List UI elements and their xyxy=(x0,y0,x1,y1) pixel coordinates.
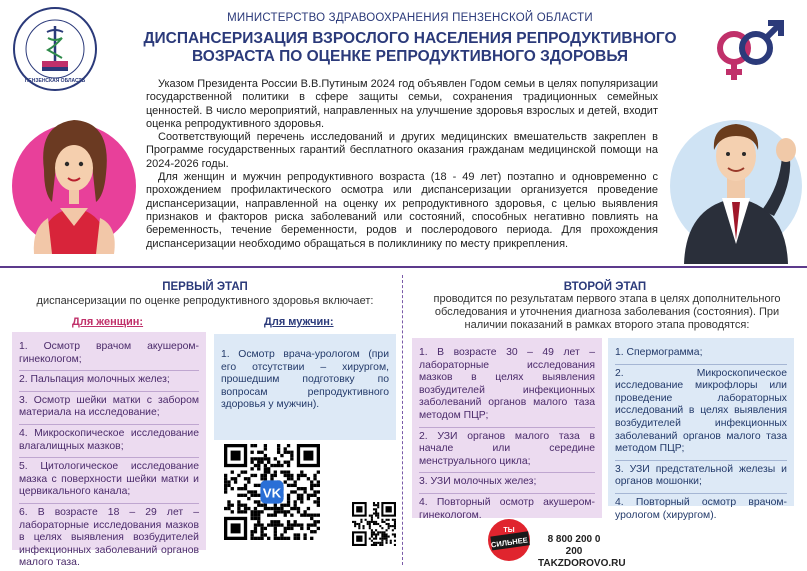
stage2-title: ВТОРОЙ ЭТАП xyxy=(563,281,647,293)
list-item: 2. Пальпация молочных желез; xyxy=(19,371,199,392)
stage-divider xyxy=(402,275,403,565)
list-item: 4. Микроскопическое исследование влагалищных мазков; xyxy=(19,425,199,458)
qr-code[interactable] xyxy=(352,502,396,546)
hotline-phone[interactable]: 8 800 200 0 200 xyxy=(547,534,601,557)
stage1-subtitle: диспансеризации по оценке репродуктивного здоровья включает: xyxy=(36,295,374,307)
hotline-site[interactable]: TAKZDOROVO.RU xyxy=(538,558,626,569)
intro-paragraph-2: Соответствующий перечень исследований и других медицинских вмешательств закреплен в Программе государственных гарантий бесплатного оказания гражданам медицинской помощи на 2024-2026 годы. xyxy=(146,131,658,170)
title-line-2: ВОЗРАСТА ПО ОЦЕНКЕ РЕПРОДУКТИВНОГО ЗДОРОВЬЯ xyxy=(191,48,629,65)
section-divider xyxy=(0,266,807,268)
svg-text:ПЕНЗЕНСКАЯ ОБЛАСТЬ: ПЕНЗЕНСКАЯ ОБЛАСТЬ xyxy=(24,78,86,84)
list-item: 4. Повторный осмотр врачом-урологом (хирургом). xyxy=(615,496,787,521)
stage1-women-list xyxy=(12,332,206,569)
ministry-name: МИНИСТЕРСТВО ЗДРАВООХРАНЕНИЯ ПЕНЗЕНСКОЙ ОБЛАСТИ xyxy=(227,12,593,24)
hotline-info xyxy=(538,534,626,570)
man-illustration xyxy=(664,94,804,264)
list-item: 4. Повторный осмотр акушером-гинекологом. xyxy=(419,496,595,521)
men-heading: Для мужчин: xyxy=(264,316,334,328)
women-heading: Для женщин: xyxy=(72,316,144,328)
list-item: 6. В возрасте 18 – 29 лет – лабораторные исследования мазков в целях выявления возбудителей инфекционных заболеваний органов малого таза. xyxy=(19,506,199,569)
intro-paragraph-1: Указом Президента России В.В.Путиным 2024 год объявлен Годом семьи в целях популяризации государственной политики в сфере защиты семьи, сохранения традиционных семейных ценностей. В число мероприятий, направленных на улучшение здоровья взрослых и детей, входит оценка репродуктивного здоровья. xyxy=(146,78,658,130)
list-item: 3. Осмотр шейки матки с забором материала на исследование; xyxy=(19,392,199,425)
woman-illustration xyxy=(8,104,140,254)
ministry-logo xyxy=(12,6,98,92)
page-title xyxy=(120,30,700,66)
list-item: 3. УЗИ молочных желез; xyxy=(419,473,595,494)
list-item: 2. УЗИ органов малого таза в начале или середине менструального цикла; xyxy=(419,428,595,474)
intro-paragraph-3: Для женщин и мужчин репродуктивного возраста (18 - 49 лет) поэтапно и одновременно с прохождением профилактического осмотра или диспансеризации организуется проведение диспансеризации, направленной на оценку их репродуктивного здоровья, с целью выявления признаков и факторов риска заболеваний или состояний, способных негативно повлиять на беременность, течение беременности, родов и послеродового периода. Для прохождения диспансеризации необходимо обращаться в поликлинику по месту прикрепления. xyxy=(146,171,658,250)
stage2-women-list xyxy=(412,338,602,521)
svg-text:СИЛЬНЕЕ: СИЛЬНЕЕ xyxy=(490,535,529,550)
svg-text:VK: VK xyxy=(262,485,282,501)
list-item: 5. Цитологическое исследование мазка с поверхности шейки матки и цервикального канала; xyxy=(19,458,199,504)
vk-qr-code[interactable] xyxy=(224,444,320,540)
stage2-men-list xyxy=(608,338,794,521)
stage1-men-list xyxy=(214,334,396,440)
stage1-title: ПЕРВЫЙ ЭТАП xyxy=(162,281,248,293)
list-item: 2. Микроскопическое исследование микрофлоры или проведение лабораторных исследований в целях выявления возбудителей инфекционных заболеваний органов малого таза методом ПЦР; xyxy=(615,365,787,461)
ty-silnee-badge-icon xyxy=(487,518,539,562)
stage2-subtitle: проводится по результатам первого этапа в целях дополнительного обследования и уточнения диагноза заболевания (состояния). При наличии показаний в рамках второго этапа проводятся: xyxy=(433,293,781,331)
gender-symbols-icon xyxy=(702,18,786,84)
title-line-1: ДИСПАНСЕРИЗАЦИЯ ВЗРОСЛОГО НАСЕЛЕНИЯ РЕПРОДУКТИВНОГО xyxy=(143,30,677,47)
svg-text:ТЫ: ТЫ xyxy=(503,527,515,534)
list-item: 3. УЗИ предстательной железы и органов мошонки; xyxy=(615,461,787,494)
list-item: 1. Осмотр врача-урологом (при его отсутствии – хирургом, прошедшим подготовку по вопросам репродуктивного здоровья у мужчин). xyxy=(221,349,389,411)
list-item: 1. Спермограмма; xyxy=(615,344,787,365)
list-item: 1. Осмотр врачом акушером-гинекологом; xyxy=(19,338,199,371)
intro-text xyxy=(146,78,658,251)
list-item: 1. В возрасте 30 – 49 лет – лабораторные исследования мазков в целях выявления возбудителей инфекционных заболеваний органов малого таза методом ПЦР; xyxy=(419,344,595,428)
